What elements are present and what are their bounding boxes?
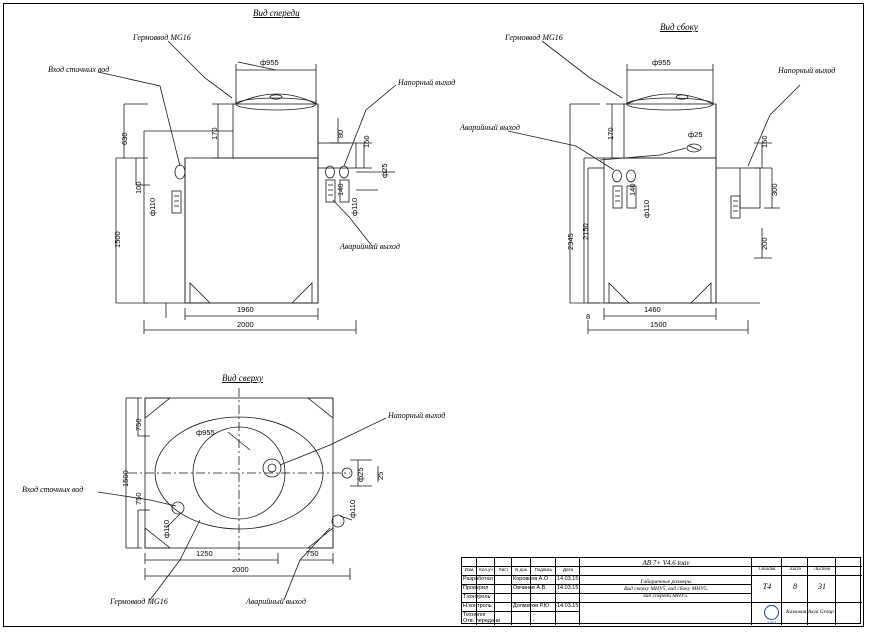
- tb-role-4: Технолог: [463, 612, 487, 618]
- dim-front-8: 140: [336, 183, 345, 196]
- dim-front-1: 170: [210, 127, 219, 140]
- callout-hermo-front: Гермоввод MG16: [133, 33, 191, 42]
- dim-top-7: ф110: [348, 499, 357, 518]
- dim-side-0: ф955: [652, 58, 671, 67]
- tb-desc-1: Вид сверху МНУ5, вид сбоку МНУ5,: [623, 586, 709, 592]
- dim-top-10: 2000: [232, 565, 249, 574]
- tb-head-podpis: Подпись: [534, 567, 553, 572]
- tb-role-2: Т.контроль: [463, 594, 491, 600]
- callout-pressure-side: Напорный выход: [778, 66, 836, 75]
- tb-head-koluch: Кол.уч: [479, 567, 493, 572]
- tb-sign-4: -: [533, 612, 535, 618]
- tb-desc-0: Габаритные размеры: [640, 579, 692, 585]
- dim-top-2: 1500: [121, 470, 130, 487]
- tb-head-list: Лист: [498, 567, 509, 572]
- view-label-top: Вид сверху: [222, 373, 264, 383]
- dim-top-8: 1250: [196, 549, 213, 558]
- tb-date-3: 14.03.15: [557, 603, 579, 609]
- dim-side-12: 8: [586, 312, 591, 321]
- dim-front-7: ф25: [380, 163, 389, 178]
- tb-name-0: Коровьев А.О: [513, 576, 549, 582]
- tb-head-data: Дата: [563, 567, 573, 572]
- dim-side-6: 300: [770, 183, 779, 196]
- tb-role-5: Отв. передачи: [463, 618, 500, 624]
- tb-stage-val-2: 31: [818, 582, 826, 591]
- company-name: Камовая Алга Group: [786, 609, 834, 615]
- dim-side-3: 150: [760, 135, 769, 148]
- dim-side-9: 2150: [581, 223, 590, 240]
- callout-emergency-front: Аварийный выход: [340, 242, 400, 251]
- company-logo-mark: АЛГА: [767, 620, 777, 625]
- callout-inlet-front: Вход сточных вод: [48, 65, 110, 74]
- tb-name-3: Долматов Р.Ю.: [513, 603, 551, 609]
- dim-side-8: 2345: [566, 233, 575, 250]
- dim-side-7: 200: [760, 237, 769, 250]
- dim-front-9: ф110: [350, 197, 359, 216]
- dim-front-2: 80: [336, 129, 345, 138]
- callout-inlet-top: Вход сточных вод: [22, 485, 84, 494]
- dim-front-3: 150: [362, 135, 371, 148]
- tb-role-0: Разработал: [463, 576, 493, 582]
- callout-hermo-side: Гермоввод MG16: [505, 33, 563, 42]
- callout-emergency-side: Аварийный выход: [460, 123, 520, 132]
- tb-date-0: 14.03.15: [557, 576, 579, 582]
- tb-stage-val-1: 8: [793, 582, 797, 591]
- dim-top-5: 25: [376, 471, 385, 480]
- dim-side-11: 1500: [650, 320, 667, 329]
- dim-side-4: 140: [628, 183, 637, 196]
- tb-sign-5: -: [533, 618, 535, 624]
- dim-front-12: 2000: [237, 320, 254, 329]
- tb-stage-val-0: Т4: [762, 582, 772, 591]
- tb-role-3: Н.контроль: [463, 603, 492, 609]
- dim-top-6: ф110: [162, 519, 171, 538]
- tb-role-1: Проверил: [463, 585, 489, 591]
- tb-drawing-name: АВ 7+ V4.6 toav: [642, 559, 690, 567]
- tb-head-izm: Изм.: [464, 567, 475, 572]
- tb-head-ndok: N док.: [515, 567, 528, 572]
- callout-pressure-front: Напорный выход: [398, 78, 456, 87]
- dim-top-4: ф25: [356, 467, 365, 482]
- dim-side-5: ф110: [642, 199, 651, 218]
- callout-emergency-top: Аварийный выход: [246, 597, 306, 606]
- dim-front-10: 1500: [113, 231, 122, 248]
- title-block: [461, 557, 861, 624]
- dim-side-10: 1460: [644, 305, 661, 314]
- tb-name-1: Овчинов А.В.: [513, 585, 547, 591]
- view-label-side: Вид сбоку: [660, 22, 698, 32]
- dim-top-9: 750: [306, 549, 319, 558]
- company-logo-icon: [764, 605, 779, 620]
- dim-top-3: 750: [134, 492, 143, 505]
- dim-side-1: 170: [606, 127, 615, 140]
- dim-top-1: 750: [134, 418, 143, 431]
- callout-hermo-top: Гермоввод MG16: [110, 597, 168, 606]
- tb-date-1: 14.03.15: [557, 585, 579, 591]
- tb-stage-head-0: Стадия: [758, 567, 776, 572]
- dim-front-6: ф110: [148, 197, 157, 216]
- tb-hrule-6: [752, 575, 862, 576]
- tb-stage-head-2: Листов: [813, 567, 831, 572]
- tb-desc-2: вид спереди МНУ5.: [643, 593, 689, 599]
- dim-front-5: 100: [134, 181, 143, 194]
- dim-side-2: ф25: [688, 130, 703, 139]
- callout-pressure-top: Напорный выход: [388, 411, 446, 420]
- tb-stage-head-1: Лист: [789, 567, 801, 572]
- dim-front-4: 630: [120, 132, 129, 145]
- dim-front-11: 1960: [237, 305, 254, 314]
- dim-front-0: ф955: [260, 58, 279, 67]
- dim-top-0: ф955: [196, 428, 215, 437]
- view-label-front: Вид спереди: [253, 8, 300, 18]
